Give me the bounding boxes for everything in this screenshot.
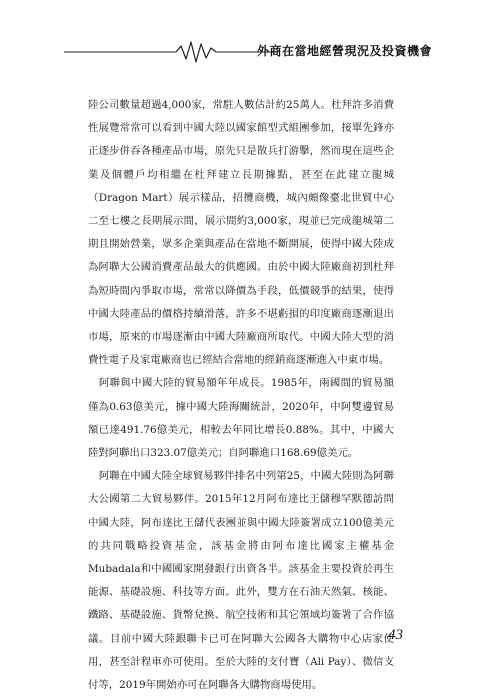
page-number: 43 [388,627,403,643]
running-header [0,34,480,70]
body-text [88,94,394,697]
header-title: 外商在當地經營現況及投資機會 [256,44,432,58]
paragraph-continued: 陸公司數量超過4,000家，常駐人數估計約25萬人。杜拜許多消費性展覽常常可以看到中國大陸以國家館型式組團參加，接單先鋒亦正逐步併吞各種產品市場，原先只是散兵打游擊，然而現在這些企業及個體戶均相繼在杜拜建立長期據點，甚至在此建立龍城（Dragon Mart）展示樣品，招攬商機，城內頗像臺北世貿中心二至七樓之長期展示間，展示間約3,000家，現並已完成龍城第二期且開始營業，眾多企業與產品在當地不斷開展，使得中國大陸成為阿聯大公國消費產品最大的供應國。由於中國大陸廠商初到杜拜為短時間內爭取市場，常常以降價為手段，低價競爭的結果，使得中國大陸產品的價格持續滑落，許多不堪虧損的印度廠商逐漸退出市場，原來的市場逐漸由中國大陸廠商所取代。中國大陸大型的消費性電子及家電廠商也已經結合當地的經銷商逐漸進入中東市場。 [88,99,394,367]
paragraph-trade-volume: 阿聯與中國大陸的貿易額年年成長。1985年，兩國間的貿易額僅為0.63億美元，據中國大陸海關統計，2020年，中阿雙邊貿易額已達491.76億美元，相較去年同比增長0.88%。其中，中國大陸對阿聯出口323.07億美元；自阿聯進口168.69億美元。 [88,377,394,460]
paragraph-trade-partner: 阿聯在中國大陸全球貿易夥伴排名中列第25，中國大陸則為阿聯大公國第二大貿易夥伴。2015年12月阿布達比王儲穆罕默德訪問中國大陸，阿布達比王儲代表團並與中國大陸簽署成立100億美元的共同戰略投資基金，該基金將由阿布達比國家主權基金Mubadala和中國國家開發銀行出資各半。該基金主要投資於再生能源、基礎設施、科技等方面。此外，雙方在石油天然氣、核能、鐵路、基礎設施、貨幣兌換、航空技術和其它領域均簽署了合作協議。目前中國大陸銀聯卡已可在阿聯大公國各大購物中心店家使用，甚至計程車亦可使用。至於大陸的支付寶（Ali Pay）、微信支付等，2019年開始亦可在阿聯各大購物商場使用。 [88,470,394,692]
